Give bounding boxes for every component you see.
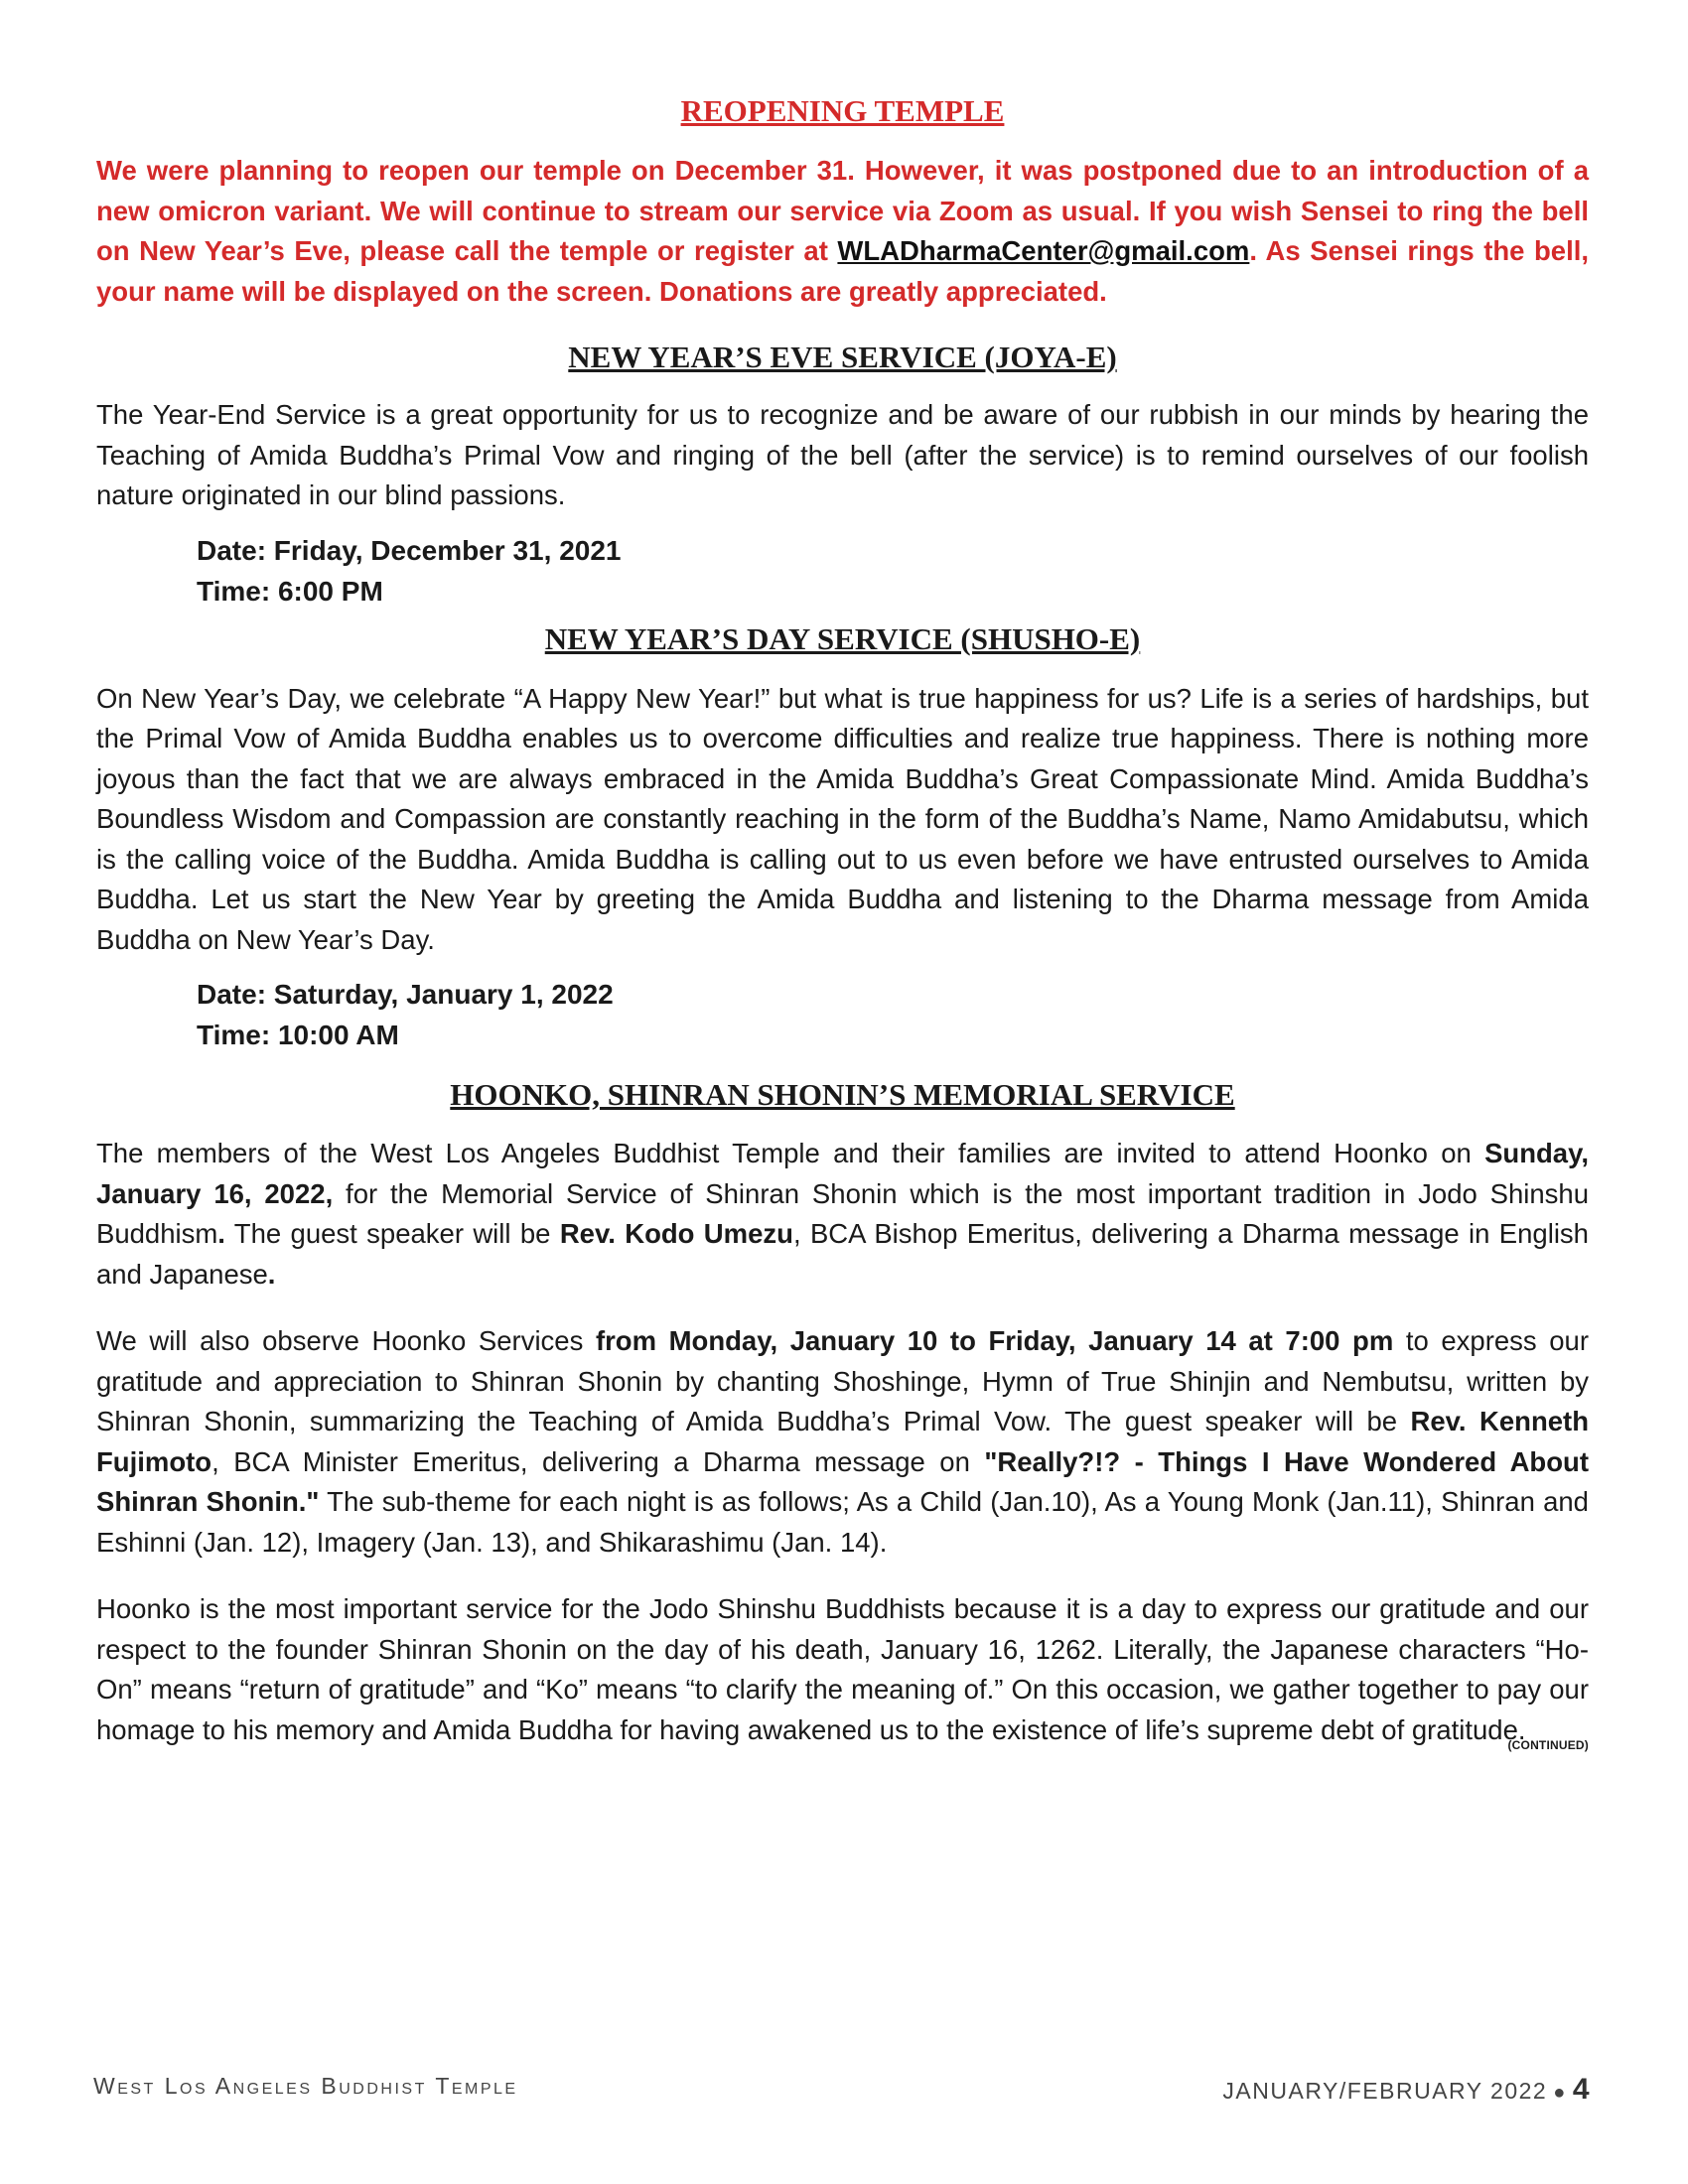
hoonko-dharma-theme: "Really?!? - Things I Have Wondered About Shinran Shonin." [96,1445,1589,1517]
joya-date: Date: Friday, December 31, 2021 [197,534,622,566]
hoonko-p1-dot-2: . [267,1258,276,1290]
shusho-time: Time: 10:00 AM [197,1020,399,1050]
hoonko-title: HOONKO, SHINRAN SHONIN’S MEMORIAL SERVICE [450,1077,1235,1112]
bullet-icon: ● [1553,2082,1567,2104]
hoonko-p1-text-f: , BCA Bishop Emeritus, delivering a Dharma message in English and Japanese [96,1218,1589,1290]
reopening-title: REOPENING TEMPLE [680,93,1005,128]
hoonko-paragraph-2 [96,1321,1589,1563]
hoonko-p2-text-g: The sub-theme for each night is as follows; As a Child (Jan.10), As a Young Monk (Jan.11), Shinran and Eshinni (Jan. 12), Imagery (Jan. 13), and Shikarashimu (Jan. 14). [96,1486,1589,1558]
shusho-body: On New Year’s Day, we celebrate “A Happy New Year!” but what is true happiness for us? Life is a series of hardships, but the Primal Vow of Amida Buddha enables us to overcome difficulties and realize true happiness. There is nothing more joyous than the fact that we are always embraced in the Amida Buddha’s Great Compassionate Mind. Amida Buddha’s Boundless Wisdom and Compassion are constantly reaching in the form of the Buddha’s Name, Namo Amidabutsu, which is the calling voice of the Buddha. Amida Buddha is calling out to us even before we have entrusted ourselves to Amida Buddha. Let us start the New Year by greeting the Amida Buddha and listening to the Dharma message from Amida Buddha on New Year’s Day. [96,682,1589,955]
email-link[interactable]: WLADharmaCenter@gmail.com [837,235,1250,266]
hoonko-speaker-1: Rev. Kodo Umezu [559,1218,793,1249]
hoonko-p2-text-c: to express our gratitude and appreciation to Shinran Shonin by chanting Shoshinge, Hymn of True Shinjin and Nembutsu, written by Shinran Shonin, summarizing the Teaching of Amida Buddha’s Primal Vow. The guest speaker will be [96,1325,1589,1436]
hoonko-service-date: Sunday, January 16, 2022, [96,1138,1589,1209]
hoonko-p1-dot-1: . [217,1218,225,1249]
shusho-date: Date: Saturday, January 1, 2022 [197,979,614,1010]
hoonko-paragraph-1 [96,1134,1589,1295]
reopening-notice [96,151,1589,312]
continued-note: (CONTINUED) [1507,1738,1589,1752]
shusho-title: NEW YEAR’S DAY SERVICE (SHUSHO-E) [544,620,1141,656]
hoonko-p3-text: Hoonko is the most important service for the Jodo Shinshu Buddhists because it is a day to express our gratitude and our respect to the founder Shinran Shonin on the day of his death, January 16, 1262. Literally, the Japanese characters “Ho-On” means “return of gratitude” and “Ko” means “to clarify the meaning of.” On this occasion, we gather together to pay our homage to his memory and Amida Buddha for having awakened us to the existence of life’s supreme debt of gratitude. [96,1593,1589,1745]
hoonko-p1-text-c: for the Memorial Service of Shinran Shonin which is the most important tradition in Jodo Shinshu Buddhism [96,1177,1590,1249]
reopening-text-1: We were planning to reopen our temple on December 31. However, it was postponed due to an introduction of a new omicron variant. We will continue to stream our service via Zoom as usual. If you wish Sensei to ring the bell on New Year’s Eve, please call the temple or register at [96,155,1589,266]
joya-title: NEW YEAR’S EVE SERVICE (JOYA-E) [568,340,1117,374]
joya-body: The Year-End Service is a great opportunity for us to recognize and be aware of our rubbish in our minds by hearing the Teaching of Amida Buddha’s Primal Vow and ringing of the bell (after the service) is to remind ourselves of our foolish nature originated in our blind passions. [96,399,1589,510]
hoonko-p1-text-d: The guest speaker will be [224,1218,560,1249]
reopening-text-2: . As Sensei rings the bell, your name will be displayed on the screen. Donations are greatly appreciated. [96,235,1590,307]
page-number: 4 [1572,2073,1591,2106]
hoonko-p2-text-e: , BCA Minister Emeritus, delivering a Dharma message on [211,1445,985,1477]
footer-issue-info [1222,2073,1591,2107]
joya-details [197,530,1589,612]
joya-time: Time: 6:00 PM [197,575,383,607]
newsletter-page [96,91,1589,1752]
shusho-details [197,974,1589,1055]
hoonko-p2-text-a: We will also observe Hoonko Services [96,1325,596,1356]
footer-issue: JANUARY/FEBRUARY 2022 [1222,2078,1548,2104]
hoonko-p1-text-a: The members of the West Los Angeles Buddhist Temple and their families are invited to attend Hoonko on [96,1138,1485,1168]
hoonko-speaker-2: Rev. Kenneth Fujimoto [96,1406,1589,1477]
hoonko-paragraph-3 [96,1589,1589,1750]
footer-organization: West Los Angeles Buddhist Temple [93,2073,518,2099]
page-footer [93,2073,1591,2113]
hoonko-service-dates: from Monday, January 10 to Friday, January 14 at 7:00 pm [595,1325,1394,1356]
